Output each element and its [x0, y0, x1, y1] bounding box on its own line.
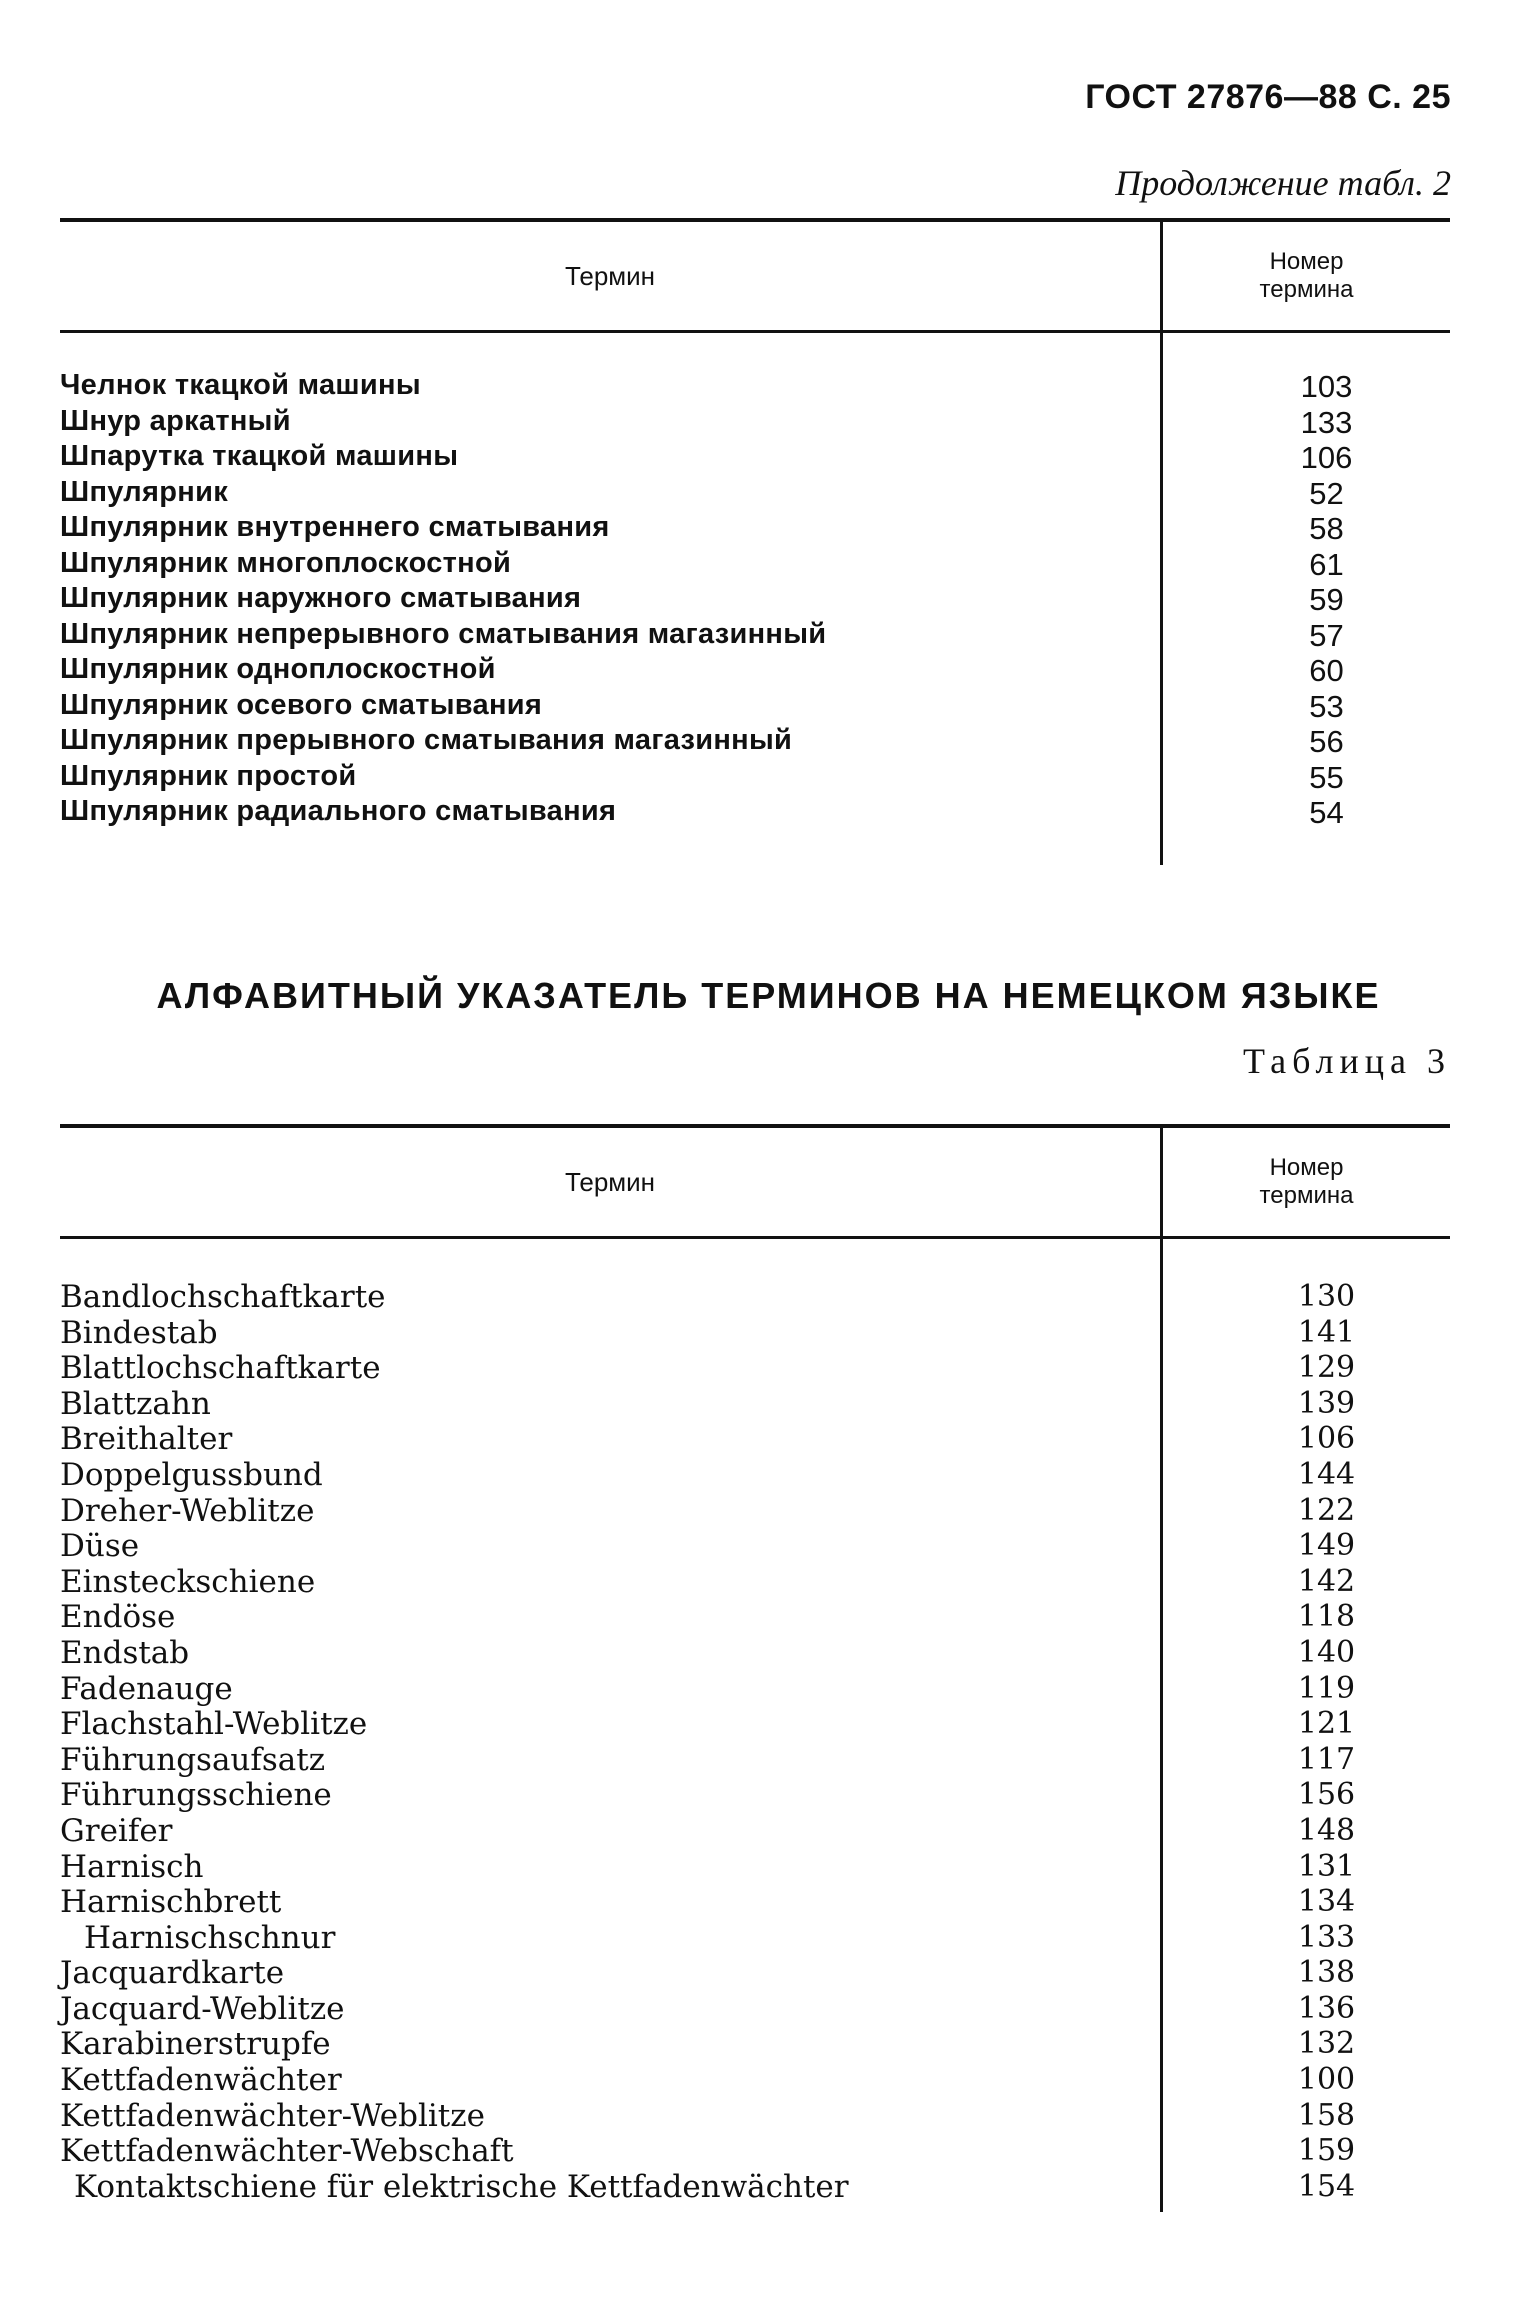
term-number: 54: [1309, 795, 1344, 830]
table-3-header-number-line2: термина: [1259, 1182, 1354, 1209]
term-name: Endöse: [60, 1599, 176, 1636]
table-3-body: [60, 1239, 1450, 2212]
table-row: [60, 1955, 1450, 1991]
table-row: [60, 1457, 1450, 1493]
term-name: Шпулярник наружного сматывания: [60, 582, 582, 614]
term-name: Dreher-Weblitze: [60, 1492, 315, 1529]
term-number: 53: [1309, 688, 1344, 724]
table-3-header-number-line1: Номер: [1269, 1154, 1344, 1181]
term-number: 140: [1297, 1634, 1356, 1670]
term-number: 158: [1297, 2097, 1356, 2133]
term-number: 148: [1297, 1812, 1356, 1848]
table-row: [60, 1920, 1450, 1956]
term-name: Greifer: [60, 1812, 173, 1849]
term-number: 121: [1297, 1706, 1356, 1742]
term-name: Jacquardkarte: [60, 1955, 285, 1992]
term-number: 133: [1297, 1919, 1356, 1955]
table-row: [60, 1813, 1450, 1849]
term-name: Blattlochschaftkarte: [60, 1350, 381, 1387]
term-name: Flachstahl-Weblitze: [60, 1706, 368, 1743]
table-row: [60, 1279, 1450, 1315]
table-2-header-term: Термин: [564, 260, 656, 291]
table-row: [60, 511, 1450, 547]
table-row: [60, 1315, 1450, 1351]
term-name: Шпулярник радиального сматывания: [60, 795, 617, 827]
table-row: [60, 795, 1450, 831]
term-number: 132: [1297, 2026, 1356, 2062]
table-row: [60, 1599, 1450, 1635]
term-number: 144: [1297, 1456, 1356, 1492]
term-name: Kontaktschiene für elektrische Kettfadenwächter: [74, 2168, 849, 2205]
table-row: [60, 689, 1450, 725]
term-number: 156: [1297, 1777, 1356, 1813]
term-number: 149: [1297, 1528, 1356, 1564]
term-number: 61: [1309, 546, 1344, 582]
table-2: [60, 218, 1450, 865]
term-name: Führungsaufsatz: [60, 1741, 326, 1778]
table-row: [60, 1742, 1450, 1778]
table-row: [60, 2062, 1450, 2098]
term-number: 133: [1300, 404, 1353, 440]
term-number: 118: [1297, 1599, 1356, 1635]
table-row: [60, 476, 1450, 512]
term-name: Шпулярник непрерывного сматывания магазинный: [60, 617, 827, 650]
term-name: Endstab: [60, 1634, 190, 1671]
term-name: Kettfadenwächter-Weblitze: [60, 2097, 485, 2134]
table-row: [60, 760, 1450, 796]
term-name: Doppelgussbund: [60, 1456, 323, 1493]
term-number: 131: [1297, 1848, 1356, 1884]
table-row: [60, 1635, 1450, 1671]
table-row: [60, 582, 1450, 618]
term-number: 129: [1297, 1350, 1356, 1386]
table-row: [60, 2133, 1450, 2169]
table-row: [60, 1884, 1450, 1920]
term-name: Шпарутка ткацкой машины: [60, 440, 459, 472]
term-name: Шнур аркатный: [60, 404, 291, 437]
table-row: [60, 1528, 1450, 1564]
table-2-continuation-caption: Продолжение табл. 2: [1115, 163, 1451, 203]
table-row: [60, 1386, 1450, 1422]
table-row: [60, 2098, 1450, 2134]
term-name: Kettfadenwächter: [60, 2062, 342, 2099]
term-number: 106: [1300, 440, 1353, 475]
table-2-header-number-line1: Номер: [1269, 248, 1344, 275]
term-number: 159: [1297, 2133, 1356, 2169]
term-name: Einsteckschiene: [60, 1563, 316, 1600]
table-3-header-number: [1163, 1128, 1450, 1236]
table-row: [60, 2169, 1450, 2205]
table-row: [60, 547, 1450, 583]
term-name: Harnischbrett: [60, 1884, 282, 1921]
table-row: [60, 1564, 1450, 1600]
term-number: 139: [1297, 1385, 1356, 1421]
term-number: 59: [1309, 582, 1344, 617]
table-row: [60, 1671, 1450, 1707]
table-row: [60, 2026, 1450, 2062]
term-number: 154: [1297, 2168, 1356, 2204]
term-number: 56: [1309, 724, 1344, 759]
term-name: Bindestab: [60, 1314, 218, 1351]
table-3-header: [60, 1128, 1450, 1236]
term-number: 136: [1297, 1990, 1356, 2026]
table-row: [60, 369, 1450, 405]
term-number: 134: [1297, 1884, 1356, 1920]
term-name: Führungsschiene: [60, 1777, 332, 1814]
term-name: Шпулярник одноплоскостной: [60, 653, 496, 685]
term-name: Шпулярник простой: [60, 759, 357, 792]
term-name: Harnisch: [60, 1848, 204, 1885]
table-row: [60, 1493, 1450, 1529]
table-row: [60, 1991, 1450, 2027]
table-row: [60, 1777, 1450, 1813]
table-2-header-number: [1163, 222, 1450, 330]
table-2-body: [60, 333, 1450, 865]
term-name: Düse: [60, 1528, 140, 1565]
term-number: 58: [1309, 511, 1344, 546]
running-header: ГОСТ 27876—88 С. 25: [1085, 78, 1451, 116]
table-row: [60, 440, 1450, 476]
table-row: [60, 1706, 1450, 1742]
term-name: Breithalter: [60, 1421, 233, 1458]
term-name: Шпулярник многоплоскостной: [60, 546, 512, 579]
term-number: 130: [1297, 1279, 1356, 1314]
term-name: Karabinerstrupfe: [60, 2026, 331, 2063]
term-number: 141: [1297, 1314, 1356, 1350]
term-name: Fadenauge: [60, 1670, 233, 1707]
table-3: [60, 1124, 1450, 2212]
term-number: 52: [1309, 475, 1344, 511]
table-row: [60, 1421, 1450, 1457]
table-3-label: Таблица 3: [1243, 1041, 1451, 1081]
term-name: Kettfadenwächter-Webschaft: [60, 2133, 514, 2170]
table-row: [60, 1350, 1450, 1386]
term-number: 55: [1309, 759, 1344, 795]
term-name: Harnischschnur: [84, 1919, 336, 1956]
term-number: 100: [1297, 2062, 1356, 2098]
section-title: АЛФАВИТНЫЙ УКАЗАТЕЛЬ ТЕРМИНОВ НА НЕМЕЦКОМ ЯЗЫКЕ: [156, 975, 1381, 1016]
table-row: [60, 724, 1450, 760]
term-number: 60: [1309, 653, 1344, 688]
term-number: 122: [1297, 1492, 1356, 1528]
term-name: Шпулярник внутреннего сматывания: [60, 511, 610, 543]
table-2-header-number-line2: термина: [1259, 276, 1354, 303]
term-number: 57: [1309, 617, 1344, 653]
table-row: [60, 405, 1450, 441]
term-number: 142: [1297, 1563, 1356, 1599]
term-name: Bandlochschaftkarte: [60, 1279, 386, 1315]
term-number: 117: [1297, 1741, 1356, 1777]
term-number: 106: [1297, 1421, 1356, 1457]
term-number: 103: [1300, 369, 1353, 404]
term-name: Челнок ткацкой машины: [60, 369, 421, 401]
table-row: [60, 1849, 1450, 1885]
term-name: Jacquard-Weblitze: [60, 1990, 345, 2027]
term-name: Шпулярник: [60, 475, 229, 508]
term-number: 138: [1297, 1955, 1356, 1991]
term-name: Blattzahn: [60, 1385, 211, 1422]
table-row: [60, 618, 1450, 654]
table-row: [60, 653, 1450, 689]
term-name: Шпулярник прерывного сматывания магазинный: [60, 724, 793, 756]
table-3-header-term: Термин: [564, 1166, 656, 1197]
term-number: 119: [1297, 1670, 1356, 1706]
term-name: Шпулярник осевого сматывания: [60, 688, 543, 721]
table-2-header: [60, 222, 1450, 330]
